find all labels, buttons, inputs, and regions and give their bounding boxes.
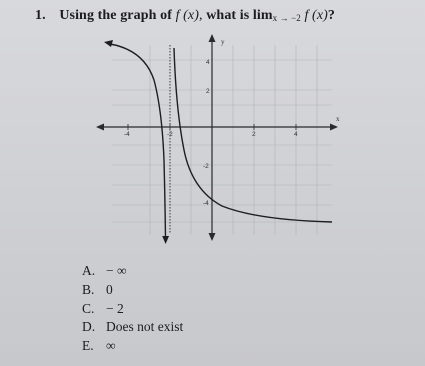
choice-text: 0	[106, 281, 113, 297]
y-tick-label: -2	[203, 163, 209, 170]
choice-d[interactable]	[82, 318, 183, 337]
x-tick-label: -2	[167, 131, 173, 138]
x-tick-label: 4	[294, 131, 298, 138]
choice-a[interactable]	[82, 262, 183, 281]
y-tick-label: 2	[206, 88, 210, 95]
x-axis-left-arrow-icon	[96, 124, 104, 131]
x-tick-label: 2	[252, 131, 256, 138]
question-function: f (x),	[175, 8, 203, 23]
question-prefix: Using the graph of	[59, 8, 172, 23]
x-tick-label: -4	[124, 131, 130, 138]
y-tick-label: 4	[206, 59, 210, 66]
function-graph	[92, 30, 342, 245]
choice-letter: C.	[82, 300, 95, 316]
choice-letter: D.	[82, 319, 96, 335]
y-axis-up-arrow-icon	[209, 34, 216, 42]
choice-text: − 2	[106, 300, 124, 316]
y-axis-label: y	[221, 38, 225, 46]
x-axis-label: x	[336, 115, 340, 123]
choice-e[interactable]	[82, 337, 183, 356]
choice-letter: B.	[82, 281, 95, 297]
choice-text: ∞	[106, 338, 116, 354]
choice-letter: E.	[82, 338, 94, 354]
curve-left-top-arrow-icon	[104, 40, 113, 47]
choice-text: − ∞	[106, 263, 127, 278]
answer-choices	[82, 262, 183, 356]
choice-letter: A.	[82, 263, 96, 278]
question-middle: what is lim	[206, 8, 273, 23]
question-number: 1.	[35, 8, 46, 23]
question-end: ?	[327, 8, 336, 23]
limit-subscript: x → −2	[272, 13, 301, 23]
choice-b[interactable]	[82, 281, 183, 300]
x-axis-right-arrow-icon	[330, 124, 338, 131]
curve-left-branch	[110, 44, 166, 238]
curve-left-bottom-arrow-icon	[162, 236, 169, 244]
question-text	[35, 8, 335, 24]
choice-c[interactable]	[82, 300, 183, 319]
choice-text: Does not exist	[106, 319, 184, 335]
y-tick-label: -4	[203, 200, 209, 207]
y-axis-down-arrow-icon	[209, 233, 216, 241]
question-function-2: f (x)	[304, 8, 328, 23]
